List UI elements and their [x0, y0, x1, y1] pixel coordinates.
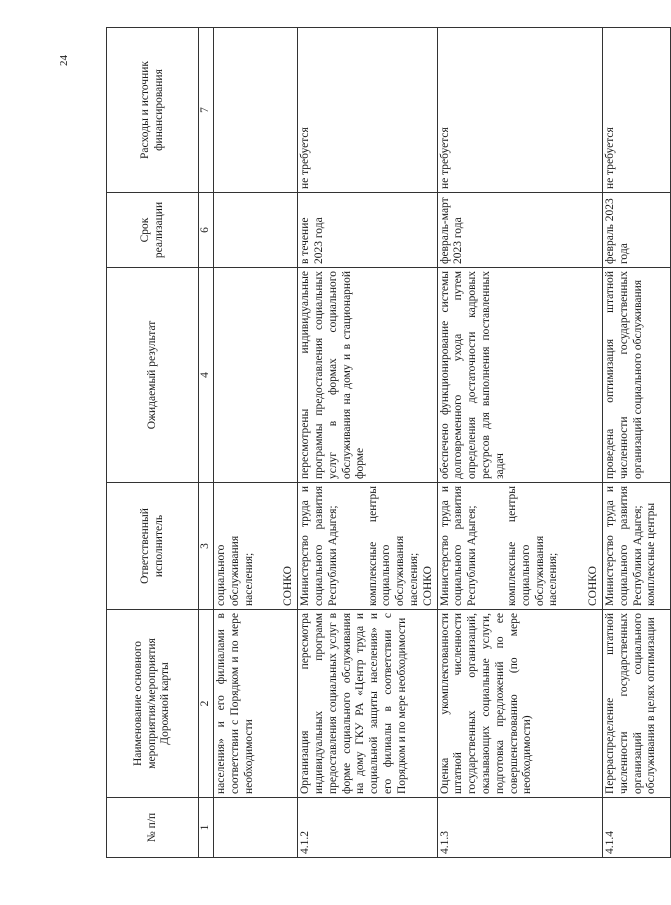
page-number: 24	[58, 55, 70, 66]
table-row	[298, 28, 437, 858]
header-cost: Расходы и источник финансирования	[107, 28, 199, 193]
header-num: № п/п	[107, 798, 199, 858]
row-name: Перераспределение штатной численности государственных организаций социального обслуживания в целях оптимизации	[602, 610, 670, 798]
row-exec	[602, 483, 670, 610]
col-number: 4	[199, 268, 214, 483]
row-result	[214, 268, 298, 483]
exec-line: Министерство труда и социального развития Республики Адыгея;	[299, 486, 339, 606]
table-row	[214, 28, 298, 858]
row-term	[214, 193, 298, 268]
table-row	[602, 28, 670, 858]
col-number: 1	[199, 798, 214, 858]
col-number: 3	[199, 483, 214, 610]
row-cost: не требуется	[602, 28, 670, 193]
roadmap-table	[106, 27, 671, 858]
row-cost: не требуется	[437, 28, 602, 193]
row-result: проведена оптимизация штатной численности государственных организаций социального обслуживания	[602, 268, 670, 483]
row-result: обеспечено функционирование системы долговременного ухода путем определения достаточности кадровых ресурсов для выполнения поставленных задач	[437, 268, 602, 483]
row-number	[214, 798, 298, 858]
exec-line: комплексные центры социального обслуживания населения;	[505, 486, 560, 606]
table-row	[437, 28, 602, 858]
exec-line: комплексные центры	[645, 502, 658, 606]
header-name: Наименование основного мероприятия/мероприятия Дорожной карты	[107, 610, 199, 798]
header-exec: Ответственный исполнитель	[107, 483, 199, 610]
row-number: 4.1.4	[602, 798, 670, 858]
row-name: населения» и его филиалами в соответствии с Порядком и по мере необходимости	[214, 610, 298, 798]
row-cost: не требуется	[298, 28, 437, 193]
exec-line: СОНКО	[587, 566, 600, 606]
row-cost	[214, 28, 298, 193]
column-numbers-row	[199, 28, 214, 858]
col-number: 6	[199, 193, 214, 268]
row-term: в течение 2023 года	[298, 193, 437, 268]
exec-line: СОНКО	[421, 566, 434, 606]
rotated-page	[106, 28, 658, 858]
exec-line: Министерство труда и социального развития Республики Адыгея;	[438, 486, 479, 606]
col-number: 2	[199, 610, 214, 798]
row-exec	[437, 483, 602, 610]
header-row	[107, 28, 199, 858]
row-exec	[214, 483, 298, 610]
row-number: 4.1.3	[437, 798, 602, 858]
col-number: 7	[199, 28, 214, 193]
row-number: 4.1.2	[298, 798, 437, 858]
exec-line: СОНКО	[282, 566, 295, 606]
row-term: февраль-март 2023 года	[437, 193, 602, 268]
row-name: Оценка укомплектованности штатной численности государственных организаций, оказывающих социальные услуги, подготовка предложений по ее совершенствованию (по мере необходимости)	[437, 610, 602, 798]
header-term: Срок реализации	[107, 193, 199, 268]
row-exec	[298, 483, 437, 610]
header-result: Ожидаемый результат	[107, 268, 199, 483]
row-term: февраль 2023 года	[602, 193, 670, 268]
row-result: пересмотрены индивидуальные программы предоставления социальных услуг в формах социального обслуживания на дому и в стационарной форме	[298, 268, 437, 483]
exec-line: социального обслуживания населения;	[215, 535, 255, 606]
exec-line: комплексные центры социального обслуживания населения;	[366, 486, 420, 606]
exec-line: Министерство труда и социального развития Республики Адыгея;	[603, 486, 644, 606]
row-name: Организация пересмотра индивидуальных программ предоставления социальных услуг в форме социального обслуживания на дому ГКУ РА «Центр труда и социальной защиты населения» и его филиалы в соответствии с Порядком и по мере необходимости	[298, 610, 437, 798]
